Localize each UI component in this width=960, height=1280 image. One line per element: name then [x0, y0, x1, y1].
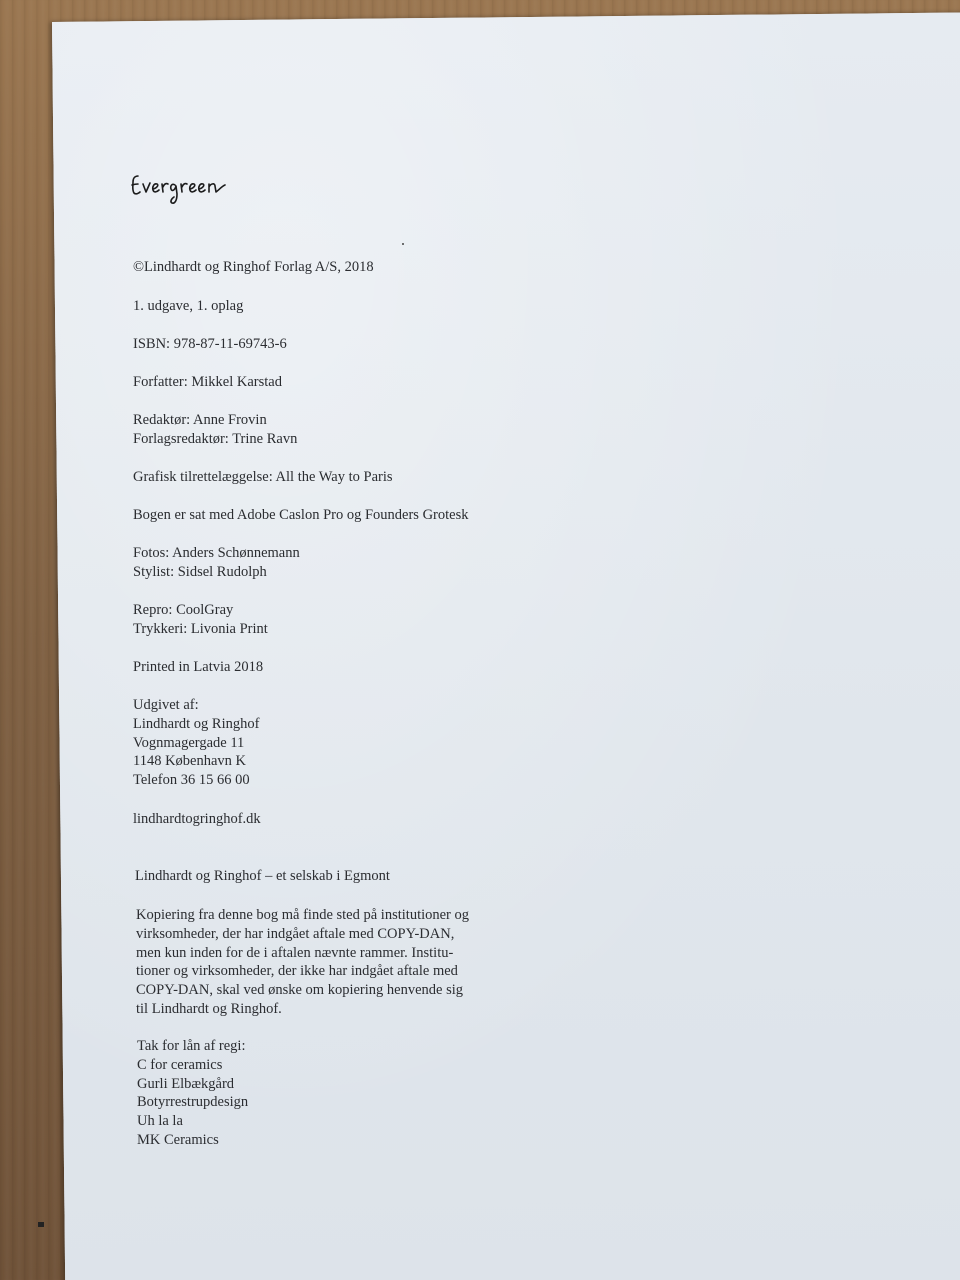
copyright-line: ©Lindhardt og Ringhof Forlag A/S, 2018	[133, 259, 374, 275]
publisher-street: Vognmagergade 11	[133, 734, 245, 751]
group-block	[135, 867, 390, 886]
website-block	[133, 810, 261, 829]
editor-line: Redaktør: Anne Frovin	[133, 412, 267, 428]
copy-notice-line: til Lindhardt og Ringhof.	[136, 1000, 282, 1017]
typefaces-block	[133, 506, 468, 525]
stylist-line: Stylist: Sidsel Rudolph	[133, 563, 267, 580]
imprint-block-1	[133, 258, 374, 277]
thanks-item: Gurli Elbækgård	[137, 1075, 235, 1092]
evergreen-signature	[128, 168, 240, 208]
publisher-city: 1148 København K	[133, 753, 247, 770]
copy-notice-line: virksomheder, der har indgået aftale med COPY-DAN,	[136, 925, 455, 942]
repro-line: Repro: CoolGray	[133, 602, 234, 618]
printed-in-block	[133, 658, 263, 677]
graphic-design-line: Grafisk tilrettelæggelse: All the Way to Paris	[133, 469, 393, 485]
author-block	[133, 373, 282, 392]
thanks-item: C for ceramics	[137, 1056, 223, 1073]
author-line: Forfatter: Mikkel Karstad	[133, 374, 282, 390]
photo-block	[133, 544, 300, 582]
published-by-label: Udgivet af:	[133, 697, 199, 713]
isbn-line: ISBN: 978-87-11-69743-6	[133, 336, 287, 352]
copy-notice-paragraph	[136, 906, 469, 1019]
thanks-block	[137, 1037, 248, 1150]
table-mark	[38, 1222, 44, 1227]
edition-line: 1. udgave, 1. oplag	[133, 298, 244, 314]
design-block	[133, 468, 393, 487]
isbn-block	[133, 335, 287, 354]
paper-speck	[402, 243, 404, 245]
publisher-address-block	[133, 696, 259, 790]
editor-block	[133, 411, 297, 449]
website-line: lindhardtogringhof.dk	[133, 811, 261, 827]
printer-line: Trykkeri: Livonia Print	[133, 620, 268, 637]
copy-notice-line: tioner og virksomheder, der ikke har indgået aftale med	[136, 963, 458, 980]
thanks-item: Uh la la	[137, 1113, 183, 1130]
edition-block	[133, 297, 243, 316]
printed-in-line: Printed in Latvia 2018	[133, 659, 264, 675]
thanks-item: MK Ceramics	[137, 1131, 219, 1148]
publisher-name: Lindhardt og Ringhof	[133, 715, 260, 732]
publishing-editor-line: Forlagsredaktør: Trine Ravn	[133, 430, 298, 447]
publisher-phone: Telefon 36 15 66 00	[133, 772, 250, 789]
thanks-item: Botyrrestrupdesign	[137, 1094, 249, 1111]
copy-notice-line: men kun inden for de i aftalen nævnte rammer. Institu-	[136, 944, 454, 961]
thanks-label: Tak for lån af regi:	[137, 1038, 246, 1054]
group-line: Lindhardt og Ringhof – et selskab i Egmont	[135, 868, 390, 884]
print-block	[133, 601, 268, 639]
copy-notice-line: COPY-DAN, skal ved ønske om kopiering henvende sig	[136, 982, 464, 999]
photos-line: Fotos: Anders Schønnemann	[133, 545, 300, 561]
copy-notice-line: Kopiering fra denne bog må finde sted på institutioner og	[136, 907, 470, 923]
typefaces-line: Bogen er sat med Adobe Caslon Pro og Founders Grotesk	[133, 507, 469, 523]
